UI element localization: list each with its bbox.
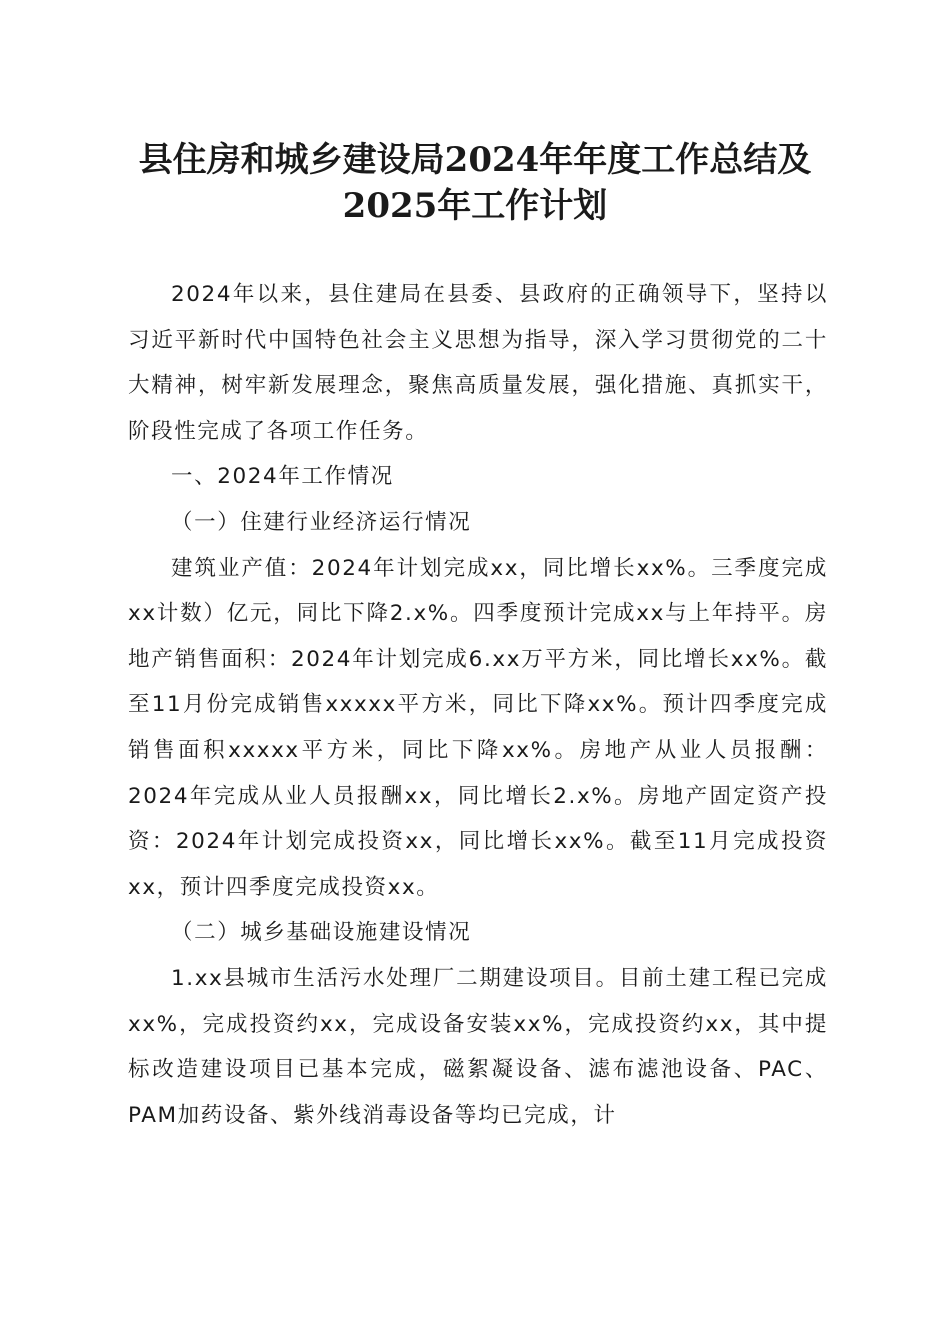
subsection-heading: （一）住建行业经济运行情况 (171, 509, 472, 535)
document-title-line1: 县住房和城乡建设局2024年年度工作总结及 (138, 140, 812, 180)
section-heading: 一、2024年工作情况 (171, 464, 394, 490)
document-title-line2: 2025年工作计划 (342, 186, 608, 226)
subsection-heading: （二）城乡基础设施建设情况 (171, 920, 472, 946)
document-body (128, 272, 828, 1138)
economic-paragraph: 建筑业产值：2024年计划完成xx，同比增长xx%。三季度完成xx计数）亿元，同比下降2.x%。四季度预计完成xx与上年持平。房地产销售面积：2024年计划完成6.xx万平方米，同比增长xx%。截至11月份完成销售xxxxx平方米，同比下降xx%。预计四季度完成销售面积xxxxx平方米，同比下降xx%。房地产从业人员报酬：2024年完成从业人员报酬xx，同比增长2.x%。房地产固定资产投资：2024年计划完成投资xx，同比增长xx%。截至11月完成投资xx，预计四季度完成投资xx。 (128, 555, 828, 900)
infrastructure-paragraph: 1.xx县城市生活污水处理厂二期建设项目。目前土建工程已完成xx%，完成投资约xx，完成设备安装xx%，完成投资约xx，其中提标改造建设项目已基本完成，磁絮凝设备、滤布滤池设备、PAC、PAM加药设备、紫外线消毒设备等均已完成，计 (128, 965, 828, 1128)
intro-paragraph: 2024年以来，县住建局在县委、县政府的正确领导下，坚持以习近平新时代中国特色社会主义思想为指导，深入学习贯彻党的二十大精神，树牢新发展理念，聚焦高质量发展，强化措施、真抓实干，阶段性完成了各项工作任务。 (128, 282, 828, 444)
